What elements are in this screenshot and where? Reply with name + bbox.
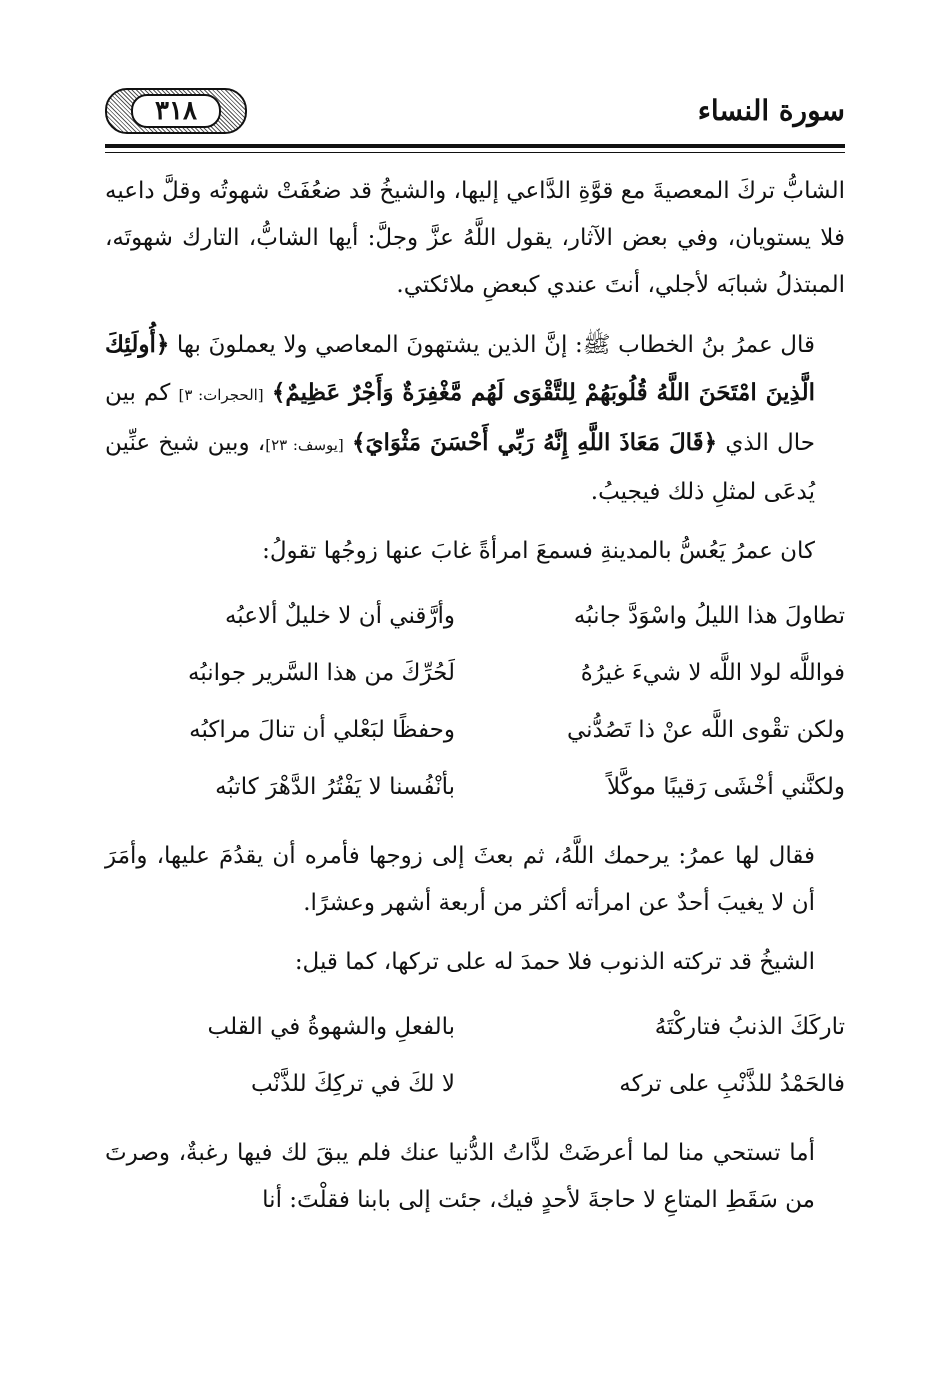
poem-verse bbox=[105, 701, 845, 758]
paragraph-5: الشيخُ قد تركته الذنوب فلا حمدَ له على تركها، كما قيل: bbox=[294, 949, 815, 975]
paragraph-3: كان عمرُ يَعُسُّ بالمدينةِ فسمعَ امرأةً غابَ عنها زوجُها تقولُ: bbox=[262, 538, 815, 564]
header-divider-thin bbox=[105, 152, 845, 153]
surah-title: سورة النساء bbox=[697, 94, 845, 127]
verse-second-hemistich: وحفظًا لبَعْلي أن تنالَ مراكبُه bbox=[189, 716, 455, 743]
verse-second-hemistich: وأرَّقني أن لا خليلٌ ألاعبُه bbox=[224, 602, 455, 629]
page-number: ٣١٨ bbox=[131, 94, 221, 128]
verse-second-hemistich: بأنْفُسنا لا يَفْتُرُ الدَّهْرَ كاتبُه bbox=[215, 773, 455, 800]
header-divider bbox=[105, 144, 845, 148]
verse-first-hemistich: ولكنَّني أخْشَى رَقيبًا موكَّلاً bbox=[607, 773, 845, 800]
paragraph-2-text-1: قال عمرُ بنُ الخطاب ﷺ: إنَّ الذين يشتهونَ المعاصي ولا يعملونَ بها bbox=[176, 332, 815, 358]
verse-second-hemistich: لا لكَ في تركِكَ للذَّنْب bbox=[250, 1070, 455, 1097]
poem-verse bbox=[105, 998, 845, 1055]
verse-first-hemistich: فواللَّه لولا اللَّه لا شيءَ غيرُهُ bbox=[580, 659, 845, 686]
page-body bbox=[105, 158, 845, 1236]
page-header bbox=[105, 88, 845, 140]
paragraph-2 bbox=[105, 321, 845, 516]
verse-reference-hujurat: [الحجرات: ٣] bbox=[178, 386, 264, 404]
paragraph-1: الشابُّ تركَ المعصيةَ مع قوَّةِ الدَّاعي إليها، والشيخُ قد ضعُفَتْ شهوتُه وقلَّ داعيه فلا يستويان، وفي بعض الآثار، يقول اللَّهُ عزَّ وجلَّ: أيها الشابُّ، التارك شهوتَه، المبتذلُ شبابَه لأجلي، أنتَ عندي كبعضِ ملائكتي. bbox=[105, 178, 845, 298]
paragraph-2-text-2: كم بين حال الذي bbox=[105, 380, 815, 456]
poem-2 bbox=[105, 998, 845, 1112]
verse-first-hemistich: تاركَكَ الذنبُ فتاركْتَهُ bbox=[654, 1013, 845, 1040]
paragraph-2-text-3: ، وبين شيخ عنِّين يُدعَى لمثلِ ذلك فيجيبُ. bbox=[105, 430, 815, 505]
poem-verse bbox=[105, 758, 845, 815]
verse-first-hemistich: ولكن تقْوى اللَّه عنْ ذا تَصُدُّني bbox=[567, 716, 845, 743]
verse-second-hemistich: بالفعلِ والشهوةُ في القلب bbox=[207, 1013, 455, 1040]
verse-second-hemistich: لَحُرِّكَ من هذا السَّرير جوانبُه bbox=[187, 659, 455, 686]
verse-reference-yusuf: [يوسف: ٢٣] bbox=[265, 436, 344, 454]
poem-verse bbox=[105, 1055, 845, 1112]
poem-1 bbox=[105, 587, 845, 815]
verse-first-hemistich: تطاولَ هذا الليلُ واسْوَدَّ جانبُه bbox=[573, 602, 845, 629]
paragraph-4: فقال لها عمرُ: يرحمك اللَّهُ، ثم بعثَ إلى زوجها فأمره أن يقدُمَ عليها، وأمَرَ أن لا يغيبَ أحدٌ عن امرأته أكثر من أربعة أشهر وعشرًا. bbox=[105, 843, 815, 916]
quran-verse-hujurat: ﴿أُولَئِكَ الَّذِينَ امْتَحَنَ اللَّهُ قُلُوبَهُمْ لِلتَّقْوَى لَهُم مَّغْفِرَةٌ وَأَجْرٌ عَظِيمٌ﴾ bbox=[105, 331, 816, 406]
verse-first-hemistich: فالحَمْدُ للذَّنْبِ على تركه bbox=[619, 1070, 845, 1097]
poem-verse bbox=[105, 644, 845, 701]
poem-verse bbox=[105, 587, 845, 644]
paragraph-6: أما تستحي منا لما أعرضَتْ لذَّاتُ الدُّنيا عنك فلم يبقَ لك فيها رغبةٌ، وصرتَ من سَقَطِ المتاعِ لا حاجةَ لأحدٍ فيك، جئت إلى بابنا فقلْتَ: أنا bbox=[105, 1140, 815, 1213]
page-number-badge bbox=[105, 88, 247, 134]
quran-verse-yusuf: ﴿قَالَ مَعَاذَ اللَّهِ إِنَّهُ رَبِّي أَحْسَنَ مَثْوَايَ﴾ bbox=[352, 429, 718, 456]
